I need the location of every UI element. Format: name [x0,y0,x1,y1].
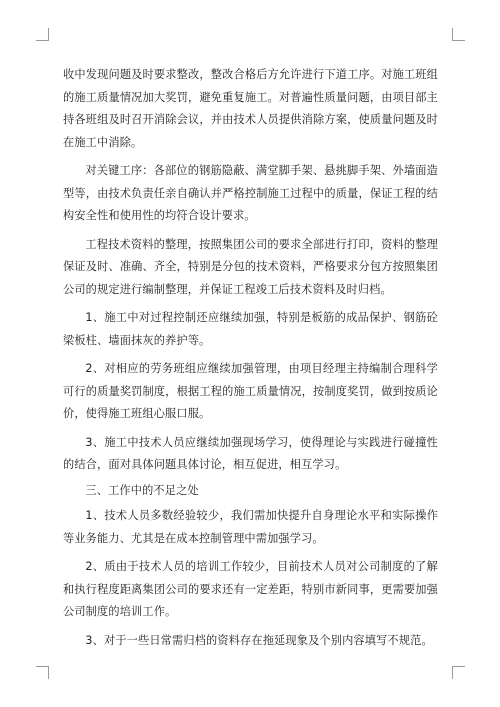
crop-mark-top-left [36,28,49,41]
document-body [63,64,438,652]
paragraph-experience-shortage: 1、技术人员多数经验较少，我们需加快提升自身理论水平和实际操作等业务能力、尤其是在成本控制管理中需加强学习。 [63,509,438,545]
crop-mark-bottom-right [452,666,465,679]
paragraph-process-control: 1、施工中对过程控制还应继续加强，特别是板筋的成品保护、钢筋砼梁板柱、墙面抹灰的养护等。 [63,311,438,347]
crop-mark-top-right [452,28,465,41]
paragraph-quality-rectification: 收中发现问题及时要求整改，整改合格后方允许进行下道工序。对施工班组的施工质量情况加大奖罚，避免重复施工。对普遍性质量问题，由项目部主持各班组及时召开消除会议，并由技术人员提供消除方案，使质量问题及时在施工中消除。 [63,68,438,149]
paragraph-archiving-delay: 3、对于一些日常需归档的资料存在拖延现象及个别内容填写不规范。 [85,633,433,647]
paragraph-technical-documents: 工程技术资料的整理，按照集团公司的要求全部进行打印，资料的整理保证及时、准确、齐全，特别是分包的技术资料，严格要求分包方按照集团公司的规定进行编制整理，并保证工程竣工后技术资料及时归档。 [63,237,438,296]
paragraph-onsite-learning: 3、施工中技术人员应继续加强现场学习，使得理论与实践进行碰撞性的结合，面对具体问题具体讨论，相互促进，相互学习。 [63,435,438,471]
crop-mark-bottom-left [36,666,49,679]
paragraph-training-shortage: 2、质由于技术人员的培训工作较少，目前技术人员对公司制度的了解和执行程度距离集团公司的要求还有一定差距，特别市新同事，更需要加强公司制度的培训工作。 [63,560,438,618]
paragraph-key-processes: 对关键工序：各部位的钢筋隐蔽、满堂脚手架、悬挑脚手架、外墙面造型等，由技术负责任亲自确认并严格控制施工过程中的质量，保证工程的结构安全性和使用性的均符合设计要求。 [63,164,438,222]
paragraph-labor-management: 2、对相应的劳务班组应继续加强管理，由项目经理主持编制合理科学可行的质量奖罚制度，根据工程的施工质量情况，按制度奖罚，做到按质论价，使得施工班组心服口服。 [63,362,438,420]
section-heading-shortcomings: 三、工作中的不足之处 [85,483,199,497]
